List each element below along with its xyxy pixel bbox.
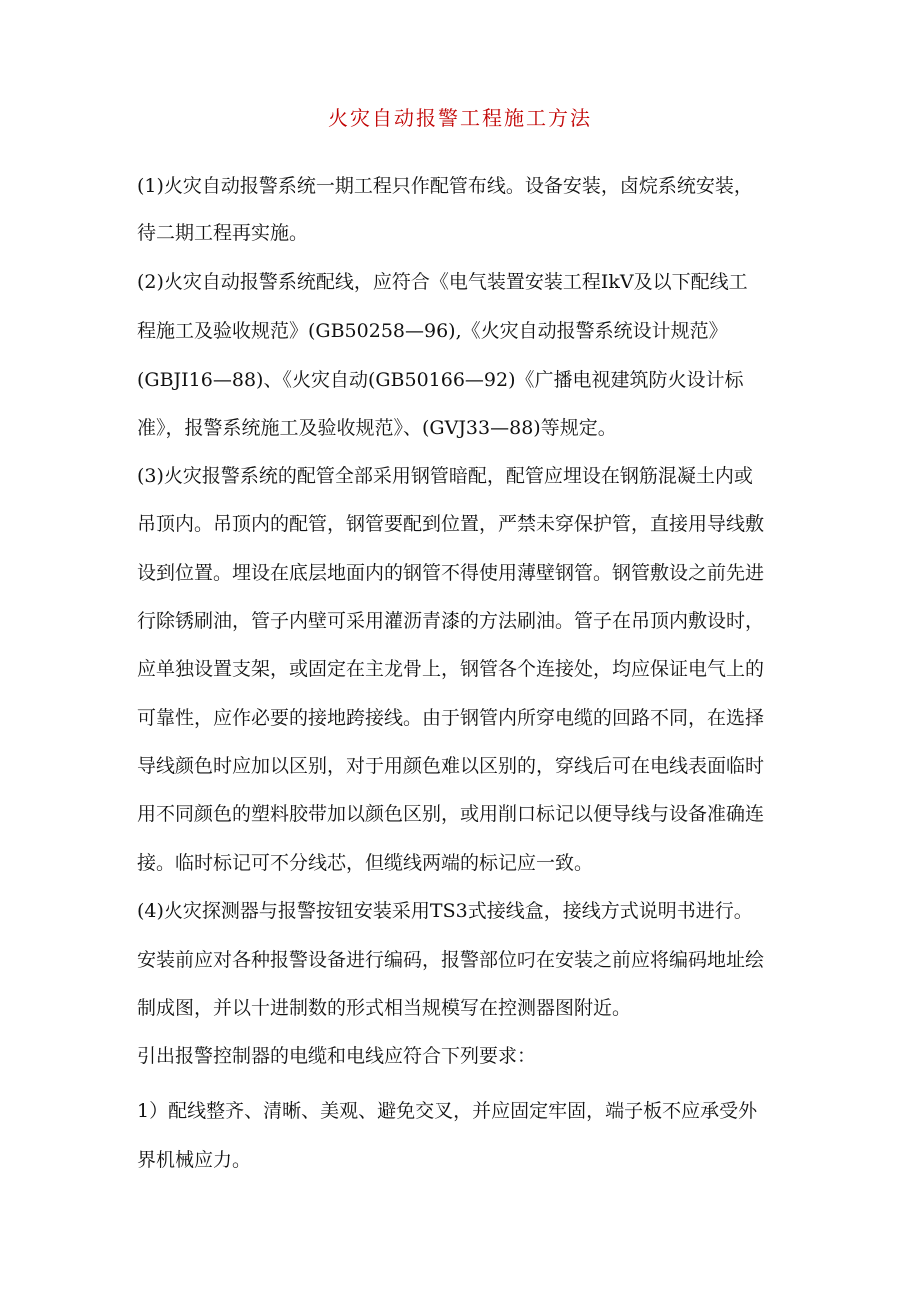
paragraph-line: (4)火灾探测器与报警按钮安装采用TS3式接线盒，接线方式说明书进行。: [137, 900, 753, 922]
paragraph-line: 引出报警控制器的电缆和电线应符合下列要求：: [137, 1045, 537, 1067]
paragraph-line: (1)火灾自动报警系统一期工程只作配管布线。设备安装，卤烷系统安装，: [137, 175, 753, 197]
paragraph-line: 程施工及验收规范》(GB50258—96),《火灾自动报警系统设计规范》: [137, 320, 728, 342]
paragraph-line: (2)火灾自动报警系统配线，应符合《电气装置安装工程IkV及以下配线工: [137, 271, 748, 293]
paragraph-line: 接。临时标记可不分线芯，但缆线两端的标记应一致。: [137, 852, 594, 874]
paragraph-line: 应单独设置支架，或固定在主龙骨上，钢管各个连接处，均应保证电气上的: [137, 658, 765, 680]
paragraph-line: 安装前应对各种报警设备进行编码，报警部位叼在安装之前应将编码地址绘: [137, 949, 765, 971]
paragraph-line: 设到位置。埋设在底层地面内的钢管不得使用薄壁钢管。钢管敷设之前先进: [137, 562, 765, 584]
paragraph-line: 待二期工程再实施。: [137, 222, 309, 244]
paragraph-line: 行除锈刷油，管子内壁可采用灌沥青漆的方法刷油。管子在吊顶内敷设时，: [137, 610, 765, 632]
paragraph-line: 制成图，并以十进制数的形式相当规模写在控测器图附近。: [137, 997, 632, 1019]
document-title: 火灾自动报警工程施工方法: [328, 106, 592, 130]
paragraph-line: (GBJI16—88)、《火灾自动(GB50166—92)《广播电视建筑防火设计标: [137, 369, 744, 391]
paragraph-line: 吊顶内。吊顶内的配管，钢管要配到位置，严禁未穿保护管，直接用导线敷: [137, 513, 765, 535]
paragraph-line: 界机械应力。: [137, 1149, 252, 1171]
paragraph-line: 可靠性，应作必要的接地跨接线。由于钢管内所穿电缆的回路不同，在选择: [137, 707, 765, 729]
paragraph-line: 导线颜色时应加以区别，对于用颜色难以区别的，穿线后可在电线表面临时: [137, 755, 765, 777]
paragraph-line: 用不同颜色的塑料胶带加以颜色区别，或用削口标记以便导线与设备准确连: [137, 803, 765, 825]
paragraph-line: 1）配线整齐、清晰、美观、避免交叉，并应固定牢固，端子板不应承受外: [137, 1100, 758, 1122]
paragraph-line: (3)火灾报警系统的配管全部采用钢管暗配，配管应埋设在钢筋混凝土内或: [137, 465, 753, 487]
paragraph-line: 准》，报警系统施工及验收规范》、(GVJ33—88)等规定。: [137, 417, 617, 439]
